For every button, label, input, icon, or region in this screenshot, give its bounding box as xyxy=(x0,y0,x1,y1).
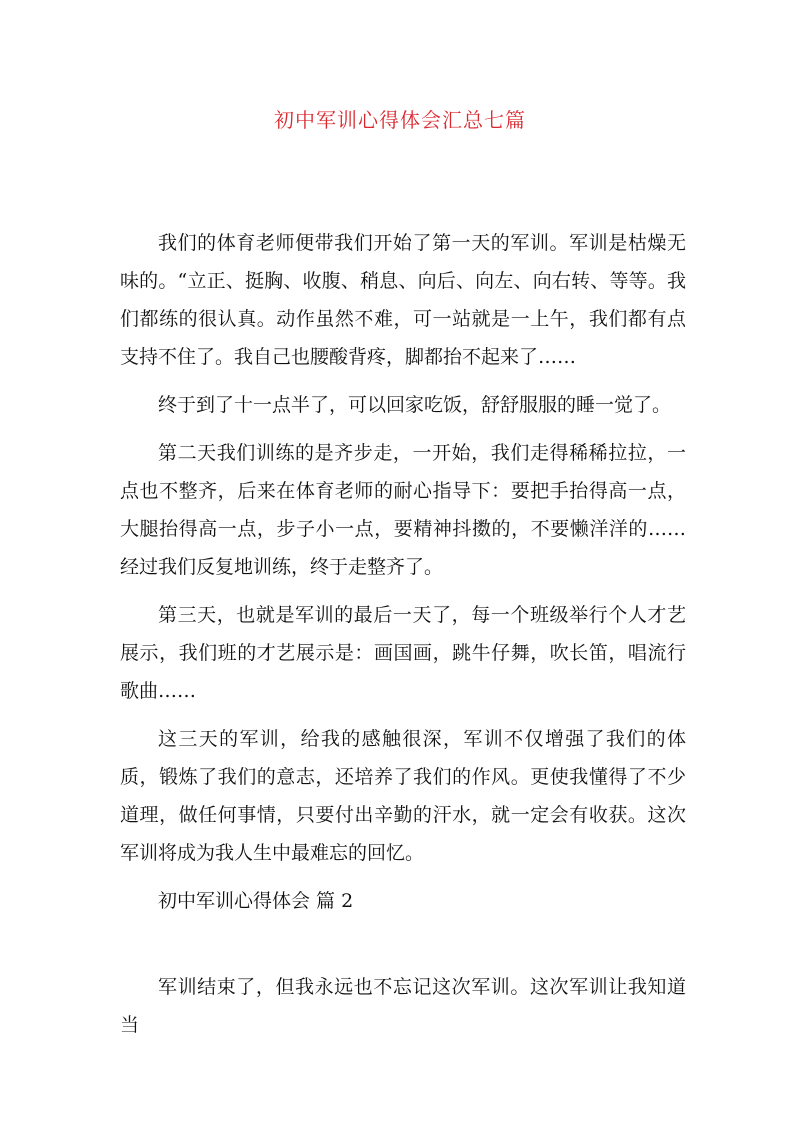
paragraph: 军训结束了，但我永远也不忘记这次军训。这次军训让我知道当 xyxy=(120,976,686,1036)
paragraph: 这三天的军训，给我的感触很深，军训不仅增强了我们的体质，锻炼了我们的意志，还培养了我们的作风。更使我懂得了不少道理，做任何事情，只要付出辛勤的汗水，就一定会有收获。这次军训将成为我人生中最难忘的回忆。 xyxy=(120,728,686,864)
document-body xyxy=(120,224,686,1054)
document-title: 初中军训心得体会汇总七篇 xyxy=(274,108,526,132)
paragraph: 第二天我们训练的是齐步走，一开始，我们走得稀稀拉拉，一点也不整齐，后来在体育老师的耐心指导下：要把手抬得高一点，大腿抬得高一点，步子小一点，要精神抖擞的，不要懒洋洋的……经过我们反复地训练，终于走整齐了。 xyxy=(120,442,686,578)
paragraph: 我们的体育老师便带我们开始了第一天的军训。军训是枯燥无味的。“立正、挺胸、收腹、稍息、向后、向左、向右转、等等。我们都练的很认真。动作虽然不难，可一站就是一上午，我们都有点支持不住了。我自己也腰酸背疼，脚都抬不起来了…… xyxy=(120,232,686,368)
paragraph: 第三天，也就是军训的最后一天了，每一个班级举行个人才艺展示，我们班的才艺展示是：画国画，跳牛仔舞，吹长笛，唱流行歌曲…… xyxy=(120,604,686,702)
paragraph: 终于到了十一点半了，可以回家吃饭，舒舒服服的睡一觉了。 xyxy=(158,394,672,416)
section-heading: 初中军训心得体会 篇 2 xyxy=(158,890,354,912)
